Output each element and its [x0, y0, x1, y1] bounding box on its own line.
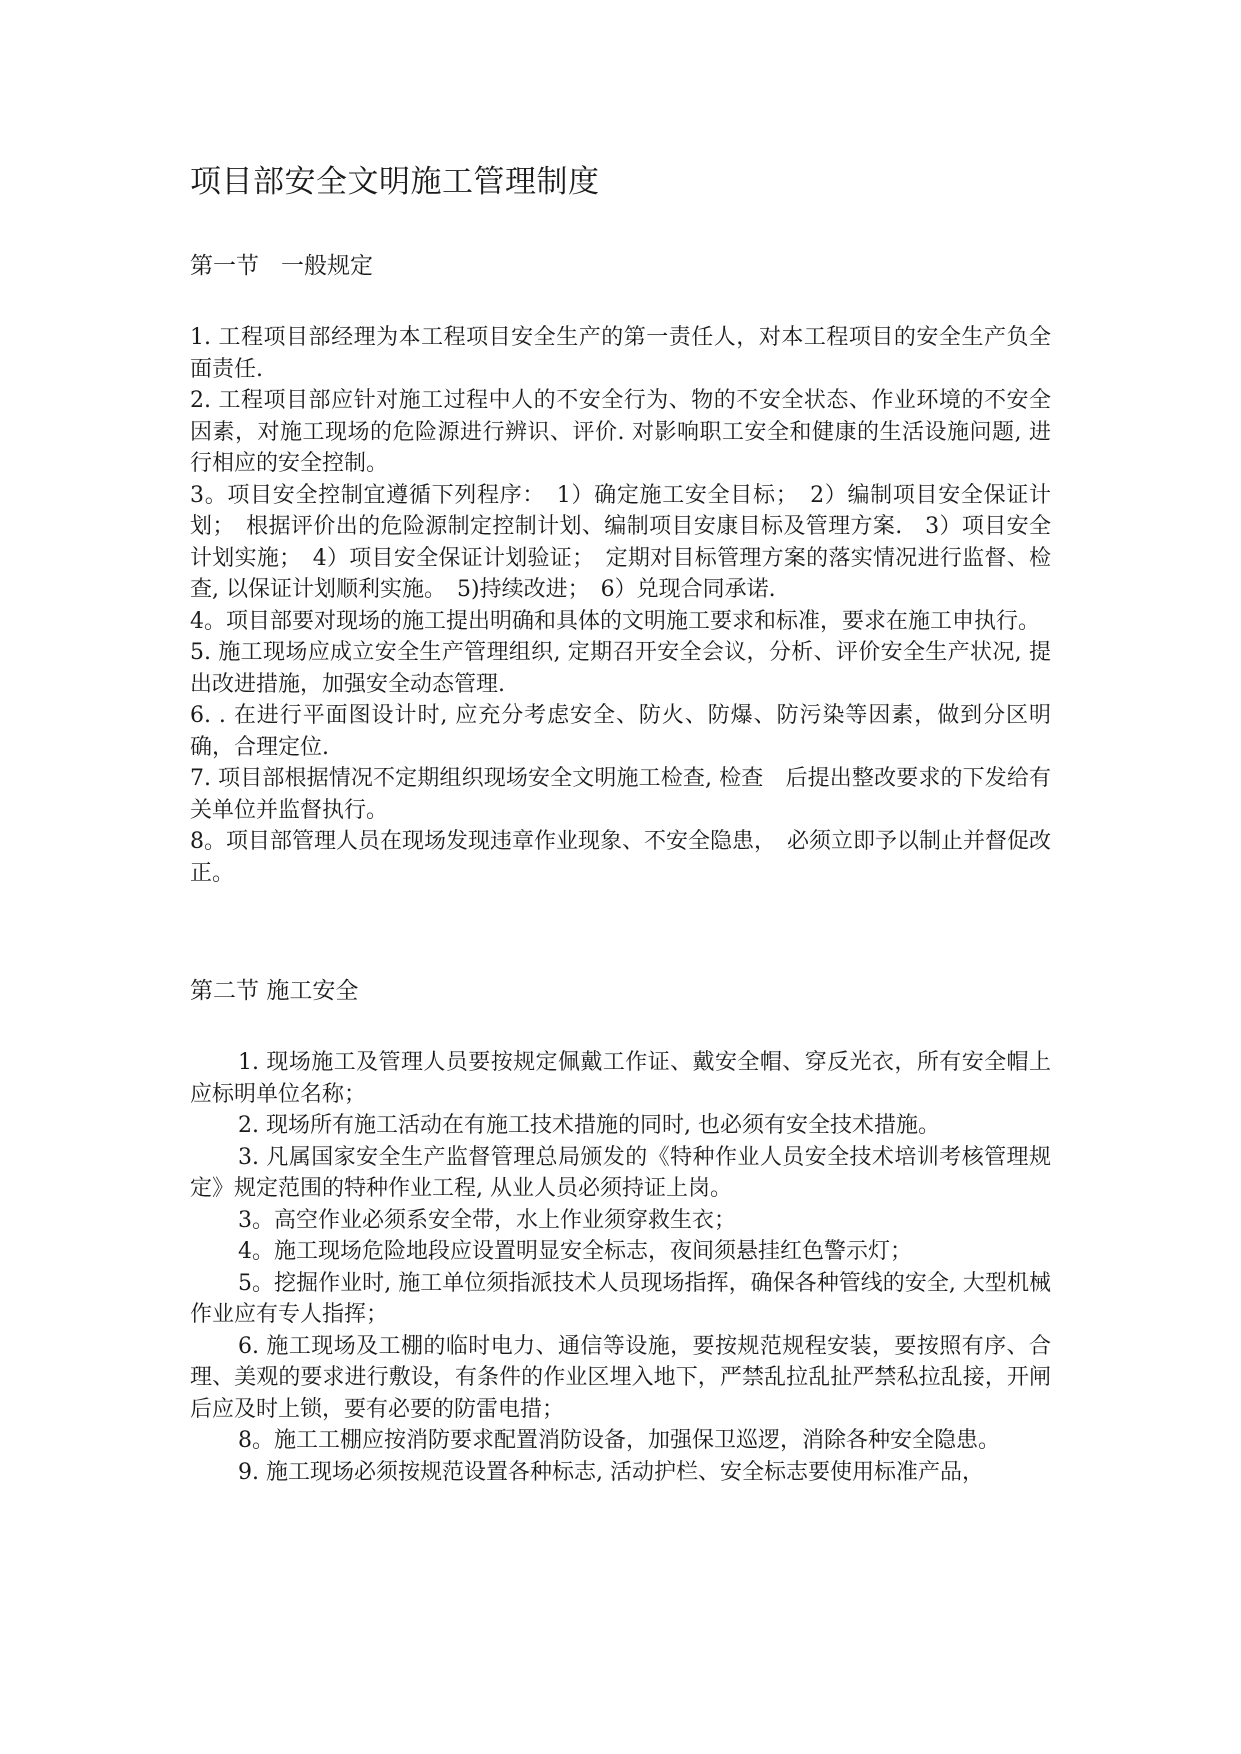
paragraph-2-9: 9. 施工现场必须按规范设置各种标志, 活动护栏、安全标志要使用标准产品，	[238, 1459, 984, 1485]
paragraph-1-7: 7. 项目部根据情况不定期组织现场安全文明施工检查, 检查 后提出整改要求的下发给有关单位并监督执行。	[190, 766, 1051, 823]
section-number: 第二节	[190, 978, 259, 1004]
section-heading	[190, 975, 1051, 1007]
paragraph-1-2: 2. 工程项目部应针对施工过程中人的不安全行为、物的不安全状态、作业环境的不安全因素，对施工现场的危险源进行辨识、评价. 对影响职工安全和健康的生活设施问题, 进行相应的安全控制。	[190, 388, 1051, 476]
paragraph-1-3: 3。项目安全控制宜遵循下列程序： 1）确定施工安全目标； 2）编制项目安全保证计划； 根据评价出的危险源制定控制计划、编制项目安康目标及管理方案. 3）项目安全计划实施； 4）项目安全保证计划验证； 定期对目标管理方案的落实情况进行监督、检查, 以保证计划顺利实施。 5)持续改进； 6）兑现合同承诺.	[190, 482, 1051, 602]
paragraph-2-4: 3。高空作业必须系安全带，水上作业须穿救生衣；	[238, 1207, 736, 1233]
section-general-provisions	[190, 250, 1051, 889]
paragraph-1-6: 6. . 在进行平面图设计时, 应充分考虑安全、防火、防爆、防污染等因素，做到分区明确，合理定位.	[190, 703, 1051, 760]
paragraph-1-4: 4。项目部要对现场的施工提出明确和具体的文明施工要求和标准，要求在施工申执行。	[190, 608, 1040, 634]
document-title: 项目部安全文明施工管理制度	[190, 164, 600, 200]
section-title: 一般规定	[281, 253, 373, 279]
paragraph-2-2: 2. 现场所有施工活动在有施工技术措施的同时, 也必须有安全技术措施。	[238, 1113, 940, 1138]
section-construction-safety	[190, 975, 1051, 1488]
section-heading	[190, 250, 1051, 282]
paragraph-2-7: 6. 施工现场及工棚的临时电力、通信等设施，要按规范规程安装，要按照有序、合理、美观的要求进行敷设，有条件的作业区埋入地下，严禁乱拉乱扯严禁私拉乱接，开闸后应及时上锁，要有必要的防雷电措；	[190, 1333, 1051, 1422]
paragraph-1-8: 8。项目部管理人员在现场发现违章作业现象、不安全隐患， 必须立即予以制止并督促改正。	[190, 829, 1052, 886]
paragraph-2-6: 5。挖掘作业时, 施工单位须指派技术人员现场指挥，确保各种管线的安全, 大型机械作业应有专人指挥；	[190, 1270, 1051, 1327]
section-number: 第一节	[190, 253, 259, 279]
paragraph-2-1: 1. 现场施工及管理人员要按规定佩戴工作证、戴安全帽、穿反光衣，所有安全帽上应标明单位名称；	[190, 1050, 1051, 1107]
paragraph-2-8: 8。施工工棚应按消防要求配置消防设备，加强保卫巡逻，消除各种安全隐患。	[238, 1428, 1000, 1453]
paragraph-1-5: 5. 施工现场应成立安全生产管理组织, 定期召开安全会议，分析、评价安全生产状况, 提出改进措施，加强安全动态管理.	[190, 640, 1051, 697]
section-title: 施工安全	[266, 978, 359, 1004]
paragraph-2-3: 3. 凡属国家安全生产监督管理总局颁发的《特种作业人员安全技术培训考核管理规定》规定范围的特种作业工程, 从业人员必须持证上岗。	[190, 1144, 1051, 1201]
paragraph-1-1: 1. 工程项目部经理为本工程项目安全生产的第一责任人，对本工程项目的安全生产负全面责任.	[190, 325, 1051, 382]
paragraph-2-5: 4。施工现场危险地段应设置明显安全标志，夜间须悬挂红色警示灯；	[238, 1239, 912, 1264]
